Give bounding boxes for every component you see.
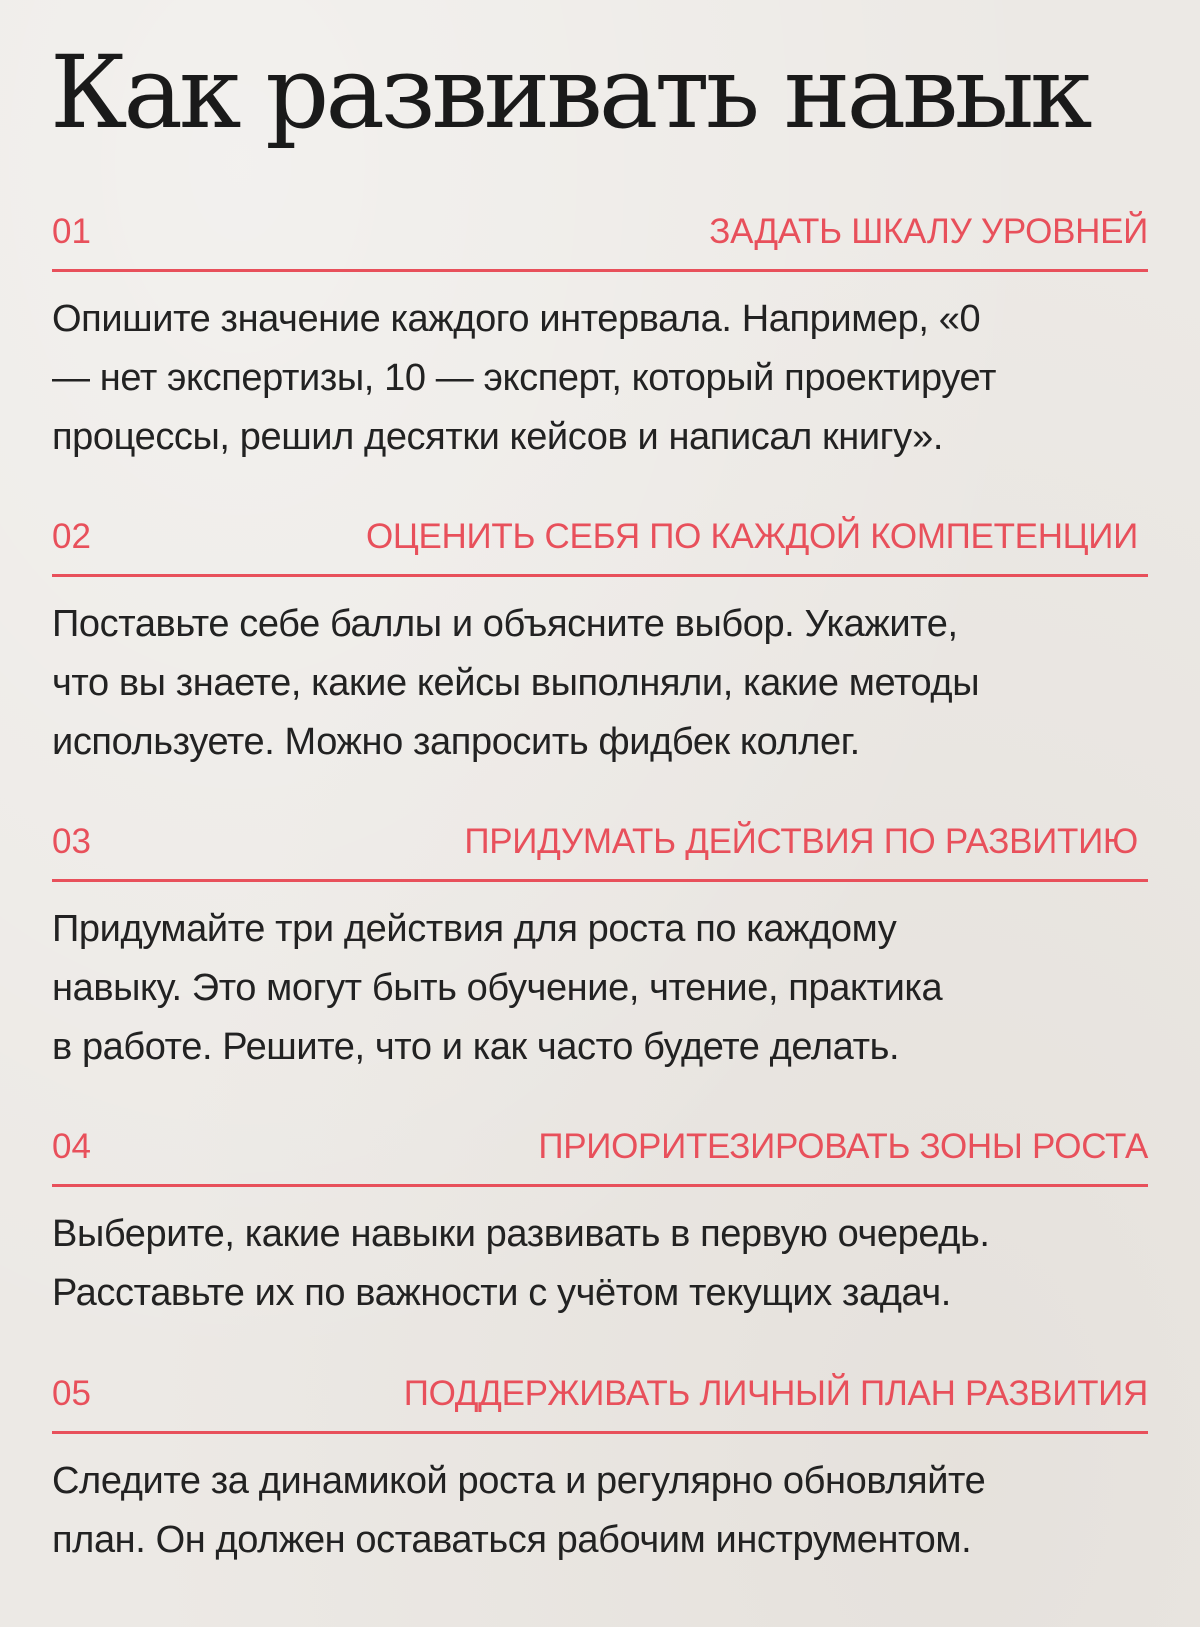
section-body [52,595,1148,772]
section-number: 03 [52,822,91,861]
section-number: 05 [52,1374,91,1413]
section-self-assessment [52,515,1148,772]
body-line: что вы знаете, какие кейсы выполняли, какие методы [52,662,980,704]
section-development-actions [52,820,1148,1077]
section-divider [52,879,1148,882]
section-set-level-scale [52,210,1148,467]
section-maintain-plan [52,1372,1148,1570]
body-line: Выберите, какие навыки развивать в первую очередь. [52,1213,990,1255]
section-heading: ОЦЕНИТЬ СЕБЯ ПО КАЖДОЙ КОМПЕТЕНЦИИ [365,517,1138,556]
section-number: 02 [52,517,91,556]
section-divider [52,1431,1148,1434]
body-line: Опишите значение каждого интервала. Например, «0 [52,298,981,340]
section-number: 04 [52,1127,91,1166]
section-header [52,1125,1148,1169]
body-line: используете. Можно запросить фидбек коллег. [52,721,860,763]
section-heading: ПРИОРИТЕЗИРОВАТЬ ЗОНЫ РОСТА [538,1127,1148,1166]
section-body [52,290,1148,467]
section-heading: ПОДДЕРЖИВАТЬ ЛИЧНЫЙ ПЛАН РАЗВИТИЯ [403,1374,1148,1413]
body-line: Придумайте три действия для роста по каждому [52,908,897,950]
section-header [52,820,1148,864]
section-header [52,210,1148,254]
section-heading: ЗАДАТЬ ШКАЛУ УРОВНЕЙ [709,212,1148,251]
section-body [52,1452,1148,1570]
section-divider [52,574,1148,577]
section-header [52,515,1148,559]
body-line: план. Он должен оставаться рабочим инструментом. [52,1519,972,1561]
section-prioritize-growth [52,1125,1148,1323]
body-line: в работе. Решите, что и как часто будете делать. [52,1026,900,1068]
body-line: Следите за динамикой роста и регулярно обновляйте [52,1460,986,1502]
body-line: Расставьте их по важности с учётом текущих задач. [52,1272,951,1314]
body-line: — нет экспертизы, 10 — эксперт, который проектирует [52,357,996,399]
section-heading: ПРИДУМАТЬ ДЕЙСТВИЯ ПО РАЗВИТИЮ [464,822,1138,861]
section-body [52,900,1148,1077]
body-line: Поставьте себе баллы и объясните выбор. Укажите, [52,603,958,645]
section-header [52,1372,1148,1416]
section-divider [52,269,1148,272]
page-title: Как развивать навык [50,34,1089,151]
section-divider [52,1184,1148,1187]
body-line: процессы, решил десятки кейсов и написал книгу». [52,416,944,458]
section-number: 01 [52,212,91,251]
section-body [52,1205,1148,1323]
body-line: навыку. Это могут быть обучение, чтение, практика [52,967,943,1009]
